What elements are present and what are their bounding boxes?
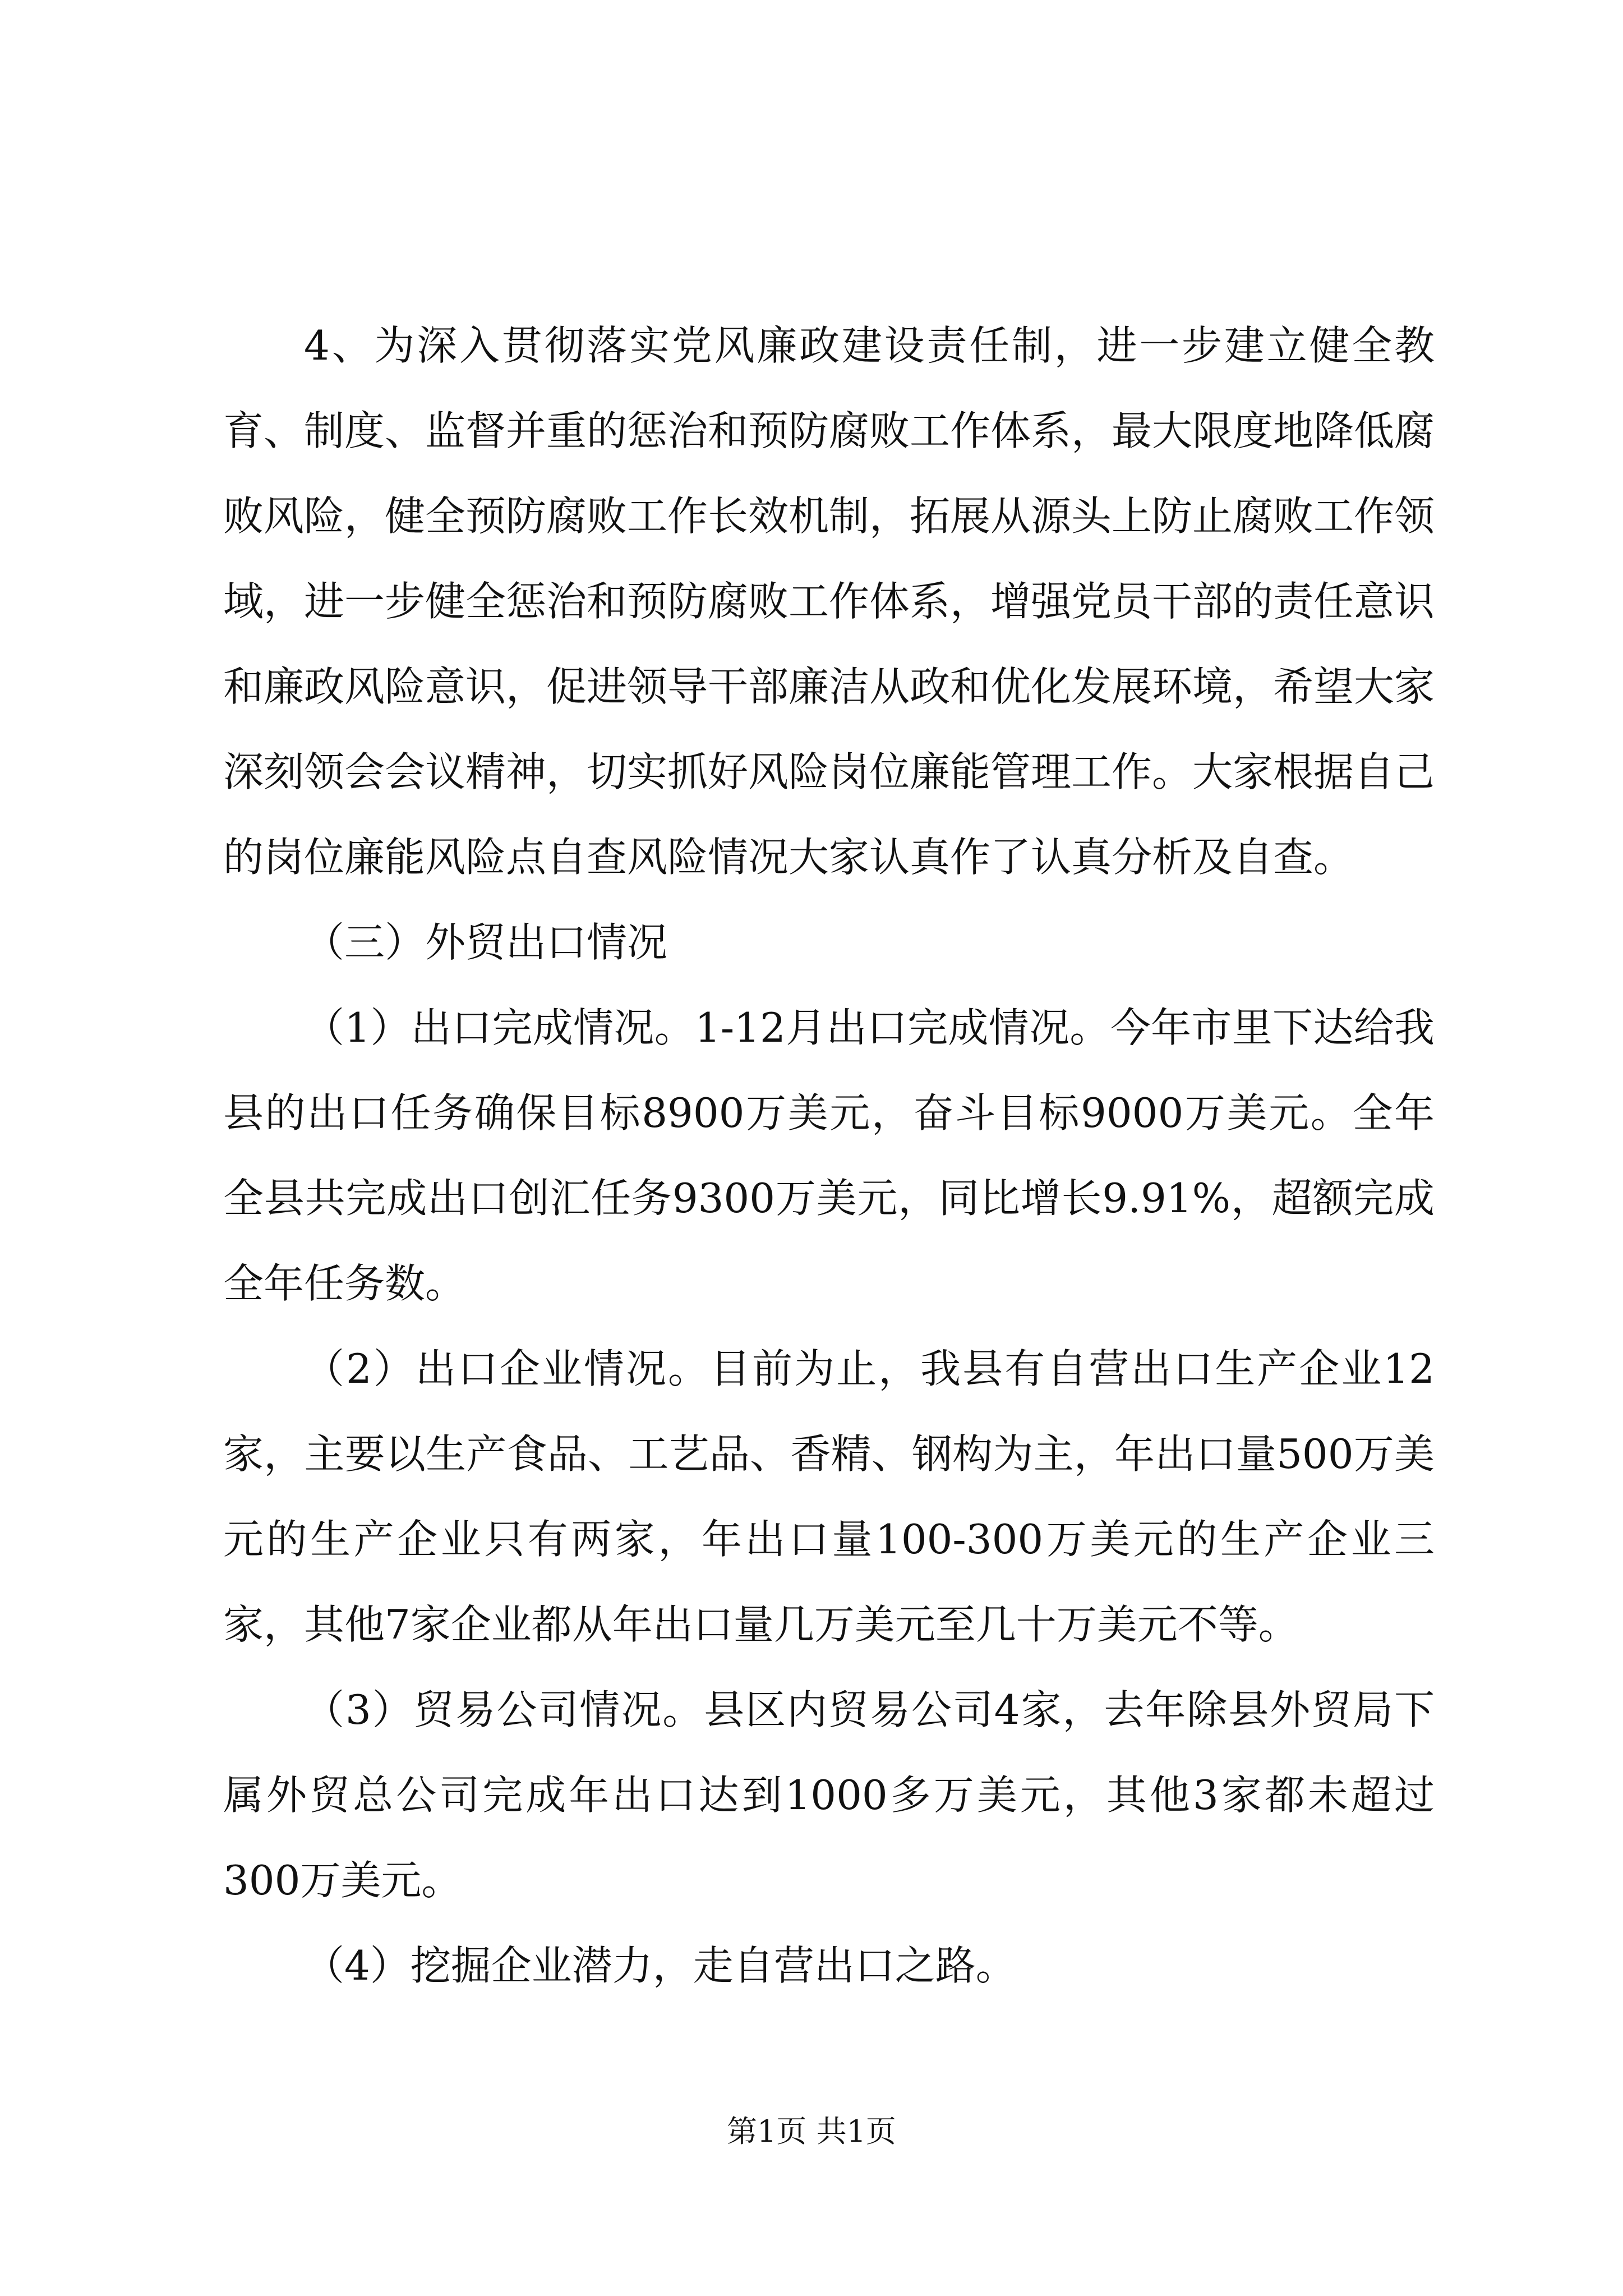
page-number-footer: 第1页 共1页 [727,2114,896,2149]
section-heading-foreign-trade: （三）外贸出口情况 [304,919,668,966]
paragraph-trading-companies: （3）贸易公司情况。县区内贸易公司4家，去年除县外贸局下属外贸总公司完成年出口达到1000多万美元，其他3家都未超过300万美元。 [223,1686,1435,1904]
document-body [223,303,1435,2008]
paragraph-party-conduct: 4、为深入贯彻落实党风廉政建设责任制，进一步建立健全教育、制度、监督并重的惩治和预防腐败工作体系，最大限度地降低腐败风险，健全预防腐败工作长效机制，拓展从源头上防止腐败工作领域，进一步健全惩治和预防腐败工作体系，增强党员干部的责任意识和廉政风险意识，促进领导干部廉洁从政和优化发展环境，希望大家深刻领会会议精神，切实抓好风险岗位廉能管理工作。大家根据自己的岗位廉能风险点自查风险情况大家认真作了认真分析及自查。 [223,322,1435,881]
paragraph-export-completion: （1）出口完成情况。1-12月出口完成情况。今年市里下达给我县的出口任务确保目标8900万美元，奋斗目标9000万美元。全年全县共完成出口创汇任务9300万美元，同比增长9.91%，超额完成全年任务数。 [223,1004,1435,1307]
paragraph-export-enterprises: （2）出口企业情况。目前为止，我县有自营出口生产企业12家，主要以生产食品、工艺品、香精、钢构为主，年出口量500万美元的生产企业只有两家，年出口量100-300万美元的生产企业三家，其他7家企业都从年出口量几万美元至几十万美元不等。 [223,1345,1435,1648]
paragraph-enterprise-potential: （4）挖掘企业潜力，走自营出口之路。 [304,1942,1016,1989]
